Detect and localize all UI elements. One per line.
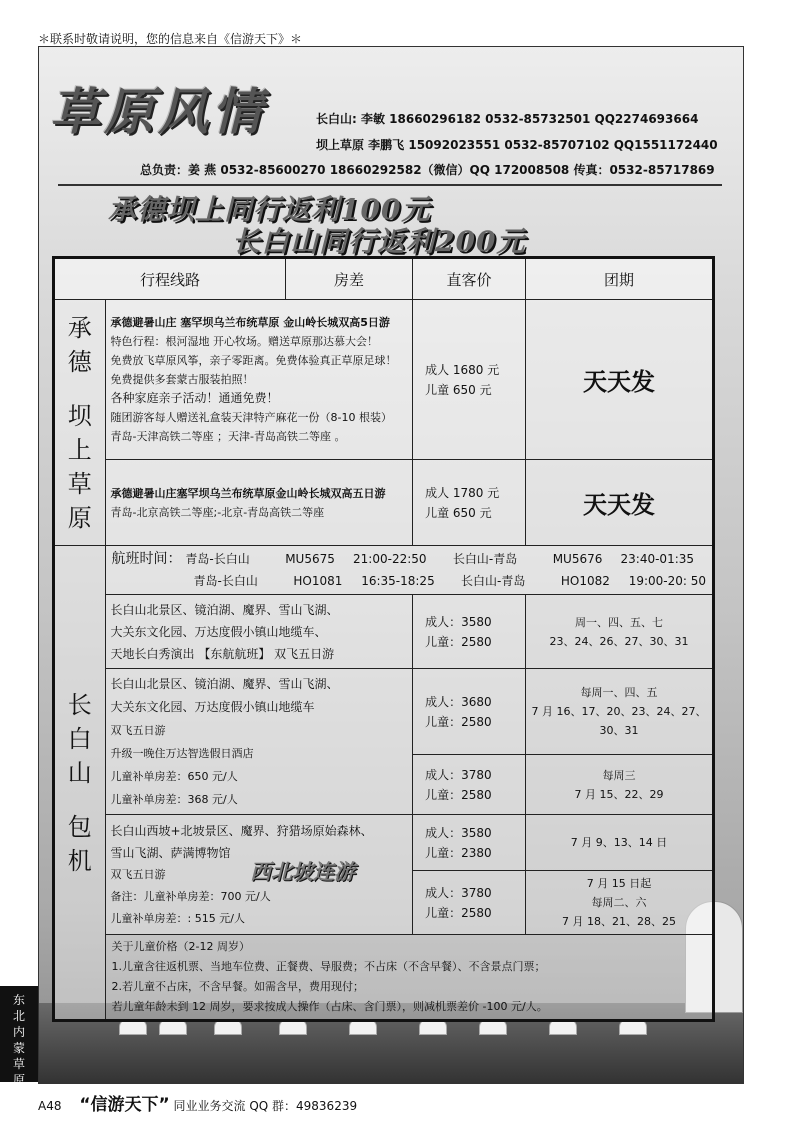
route-line: 长白山北景区、镜泊湖、魔界、雪山飞湖、 bbox=[110, 602, 339, 617]
price-adult: 成人：3580 bbox=[425, 825, 492, 840]
price-changbai-3b bbox=[413, 871, 526, 935]
route-chengde-2 bbox=[105, 460, 413, 546]
route-chengde-1 bbox=[105, 300, 413, 460]
schedule-line: 23、24、26、27、30、31 bbox=[549, 634, 689, 648]
region-char: 德 bbox=[67, 347, 92, 376]
route-title: 承德避暑山庄 塞罕坝乌兰布统草原 金山岭长城双高5日游 bbox=[110, 316, 390, 329]
table-header-row bbox=[54, 258, 714, 300]
route-line: 长白山西坡+北坡景区、魔界、狩猎场原始森林、 bbox=[110, 823, 373, 838]
promo-bashang: 承德坝上同行返利100元 bbox=[108, 193, 431, 226]
flight-number: HO1081 bbox=[293, 574, 343, 588]
region-changbai bbox=[54, 546, 106, 1021]
side-tab-char: 北 bbox=[12, 1009, 25, 1023]
route-line: 儿童补单房差：650 元/人 bbox=[110, 769, 238, 783]
contact-manager: 总负责：姜 燕 0532-85600270 18660292582（微信）QQ 172008508 传真：0532-85717869 bbox=[140, 163, 715, 177]
promo-changbai: 长白山同行返利200元 bbox=[232, 225, 526, 258]
schedule-line: 7 月 18、21、28、25 bbox=[562, 915, 677, 928]
side-tab-char: 内 bbox=[12, 1025, 25, 1039]
contact-bashang: 坝上草原 李鹏飞 15092023551 0532-85707102 QQ1551172440 bbox=[316, 138, 718, 152]
flight-time: 23:40-01:35 bbox=[620, 552, 695, 566]
route-line: 特色行程：根河湿地 开心牧场。赠送草原那达慕大会！ bbox=[110, 335, 379, 348]
route-changbai-1 bbox=[105, 595, 413, 669]
schedule-line: 7 月 16、17、20、23、24、27、 bbox=[531, 705, 707, 718]
route-line: 双飞五日游 bbox=[110, 867, 166, 881]
table-row bbox=[54, 460, 714, 546]
price-changbai-2a bbox=[413, 669, 526, 755]
route-line: 儿童补单房差：368 元/人 bbox=[110, 792, 238, 806]
schedule-changbai-3b bbox=[526, 871, 714, 935]
header-schedule: 团期 bbox=[526, 258, 714, 300]
flight-row bbox=[112, 570, 706, 592]
route-line: 大关东文化园、万达度假小镇山地缆车、 bbox=[110, 624, 327, 639]
price-changbai-3a bbox=[413, 815, 526, 871]
route-line: 儿童补单房差：: 515 元/人 bbox=[110, 911, 245, 925]
flight-number: HO1082 bbox=[560, 574, 610, 588]
header-room-diff: 房差 bbox=[286, 258, 413, 300]
route-title: 承德避暑山庄塞罕坝乌兰布统草原金山岭长城双高五日游 bbox=[110, 486, 386, 500]
price-child: 儿童 650 元 bbox=[425, 382, 492, 397]
top-note: ＊联系时敬请说明，您的信息来自《信游天下》＊ bbox=[38, 32, 303, 46]
schedule-line: 周一、四、五、七 bbox=[575, 615, 664, 629]
notes-line: 若儿童年龄未到 12 周岁，要求按成人操作（占床、含门票），则减机票差价 -100 元/人。 bbox=[111, 1000, 548, 1013]
flight-row bbox=[112, 548, 706, 570]
flight-number: MU5676 bbox=[552, 552, 603, 566]
price-child: 儿童：2380 bbox=[425, 845, 492, 860]
schedule-line: 7 月 15、22、29 bbox=[574, 787, 664, 801]
side-tab-char: 东 bbox=[12, 993, 25, 1007]
table-row bbox=[54, 935, 714, 1021]
price-changbai-2b bbox=[413, 755, 526, 815]
tour-watermark: 西北坡连游 bbox=[250, 860, 355, 884]
region-char: 长 bbox=[67, 690, 92, 719]
schedule-chengde-1: 天天发 bbox=[526, 300, 714, 460]
schedule-line: 每周三 bbox=[602, 768, 636, 782]
side-tab-char: 草 bbox=[12, 1057, 25, 1071]
schedule-line: 7 月 9、13、14 日 bbox=[570, 836, 668, 849]
flight-route: 长白山-青岛 bbox=[452, 552, 518, 566]
price-child: 儿童：2580 bbox=[425, 714, 492, 729]
region-char: 机 bbox=[67, 846, 92, 875]
contact-changbai: 长白山: 李敏 18660296182 0532-85732501 QQ2274693664 bbox=[316, 112, 699, 126]
price-child: 儿童：2580 bbox=[425, 905, 492, 920]
notes-line: 2.若儿童不占床，不含早餐。如需含早，费用现付； bbox=[111, 980, 365, 993]
price-child: 儿童：2580 bbox=[425, 787, 492, 802]
flight-route: 青岛-长白山 bbox=[185, 552, 250, 566]
route-line: 大关东文化园、万达度假小镇山地缆车 bbox=[110, 699, 315, 714]
region-char: 上 bbox=[67, 435, 92, 464]
notes-line: 1.儿童含往返机票、当地车位费、正餐费、导服费；不占床（不含早餐）、不含景点门票； bbox=[111, 960, 546, 973]
route-line: 青岛-天津高铁二等座 ；天津-青岛高铁二等座 。 bbox=[110, 430, 346, 443]
table-row bbox=[54, 815, 714, 871]
notes-title: 关于儿童价格（2-12 周岁） bbox=[111, 940, 251, 953]
route-line: 长白山北景区、镜泊湖、魔界、雪山飞湖、 bbox=[110, 676, 339, 691]
flight-route: 长白山-青岛 bbox=[461, 574, 526, 588]
page-number: A48 bbox=[38, 1099, 62, 1113]
flight-time: 21:00-22:50 bbox=[353, 552, 427, 566]
route-line: 备注：儿童补单房差：700 元/人 bbox=[110, 889, 271, 903]
region-char: 包 bbox=[67, 812, 92, 841]
route-line: 随团游客每人赠送礼盒装天津特产麻花一份（8-10 根装） bbox=[110, 411, 393, 424]
schedule-changbai-2b bbox=[526, 755, 714, 815]
price-adult: 成人：3580 bbox=[425, 614, 492, 629]
route-line: 各种家庭亲子活动！通通免费！ bbox=[110, 391, 279, 405]
header-route: 行程线路 bbox=[54, 258, 286, 300]
price-child: 儿童：2580 bbox=[425, 634, 492, 649]
region-chengde bbox=[54, 300, 106, 546]
region-gap bbox=[55, 790, 105, 810]
price-adult: 成人 1780 元 bbox=[425, 485, 500, 500]
footer bbox=[38, 1090, 357, 1115]
side-tab-char: 原 bbox=[12, 1073, 25, 1087]
schedule-line: 每周二、六 bbox=[591, 896, 647, 909]
table-row bbox=[54, 669, 714, 755]
region-char: 白 bbox=[67, 724, 92, 753]
region-char: 草 bbox=[67, 469, 92, 498]
flight-schedule bbox=[105, 546, 713, 595]
side-tab-char: 蒙 bbox=[12, 1041, 25, 1055]
price-chengde-2 bbox=[413, 460, 526, 546]
schedule-changbai-2a bbox=[526, 669, 714, 755]
flight-label: 航班时间： bbox=[111, 551, 182, 567]
route-line: 升级一晚住万达智选假日酒店 bbox=[110, 746, 254, 760]
price-adult: 成人 1680 元 bbox=[425, 362, 500, 377]
flight-route: 青岛-长白山 bbox=[193, 574, 258, 588]
schedule-changbai-1 bbox=[526, 595, 714, 669]
region-char: 山 bbox=[67, 758, 92, 787]
price-adult: 成人：3680 bbox=[425, 694, 492, 709]
price-adult: 成人：3780 bbox=[425, 885, 492, 900]
route-changbai-2 bbox=[105, 669, 413, 815]
header-divider bbox=[58, 184, 722, 186]
flight-number: MU5675 bbox=[285, 552, 335, 566]
schedule-line: 30、31 bbox=[599, 724, 639, 737]
route-line: 双飞五日游 bbox=[110, 723, 166, 737]
header-price: 直客价 bbox=[413, 258, 526, 300]
route-line: 雪山飞湖、萨满博物馆 bbox=[110, 845, 231, 860]
region-char: 承 bbox=[67, 313, 92, 342]
route-line: 免费提供多套蒙古服装拍照！ bbox=[110, 373, 254, 386]
region-char: 坝 bbox=[67, 401, 92, 430]
price-chengde-1 bbox=[413, 300, 526, 460]
table-row bbox=[54, 546, 714, 595]
route-line: 天地长白秀演出 【东航航班】 双飞五日游 bbox=[110, 646, 335, 661]
region-char: 原 bbox=[67, 503, 92, 532]
route-line: 免费放飞草原风筝，亲子零距离。免费体验真正草原足球！ bbox=[110, 354, 397, 367]
flight-time: 19:00-20: 50 bbox=[628, 574, 706, 588]
brand-title: 草原风情 bbox=[50, 82, 266, 141]
schedule-line: 7 月 15 日起 bbox=[586, 877, 652, 890]
table-row bbox=[54, 595, 714, 669]
table-row bbox=[54, 300, 714, 460]
region-gap bbox=[55, 379, 105, 399]
footer-qq-group: 同业业务交流 QQ 群：49836239 bbox=[173, 1099, 358, 1113]
itinerary-table bbox=[52, 256, 715, 1022]
schedule-chengde-2: 天天发 bbox=[526, 460, 714, 546]
schedule-changbai-3a bbox=[526, 815, 714, 871]
schedule-line: 每周一、四、五 bbox=[580, 686, 658, 699]
side-tab bbox=[0, 986, 38, 1087]
price-adult: 成人：3780 bbox=[425, 767, 492, 782]
flight-time: 16:35-18:25 bbox=[361, 574, 435, 588]
footer-brand: “信游天下” bbox=[79, 1095, 170, 1115]
price-changbai-1 bbox=[413, 595, 526, 669]
child-price-notes bbox=[105, 935, 713, 1021]
route-line: 青岛-北京高铁二等座;-北京-青岛高铁二等座 bbox=[110, 505, 325, 519]
price-child: 儿童 650 元 bbox=[425, 505, 492, 520]
